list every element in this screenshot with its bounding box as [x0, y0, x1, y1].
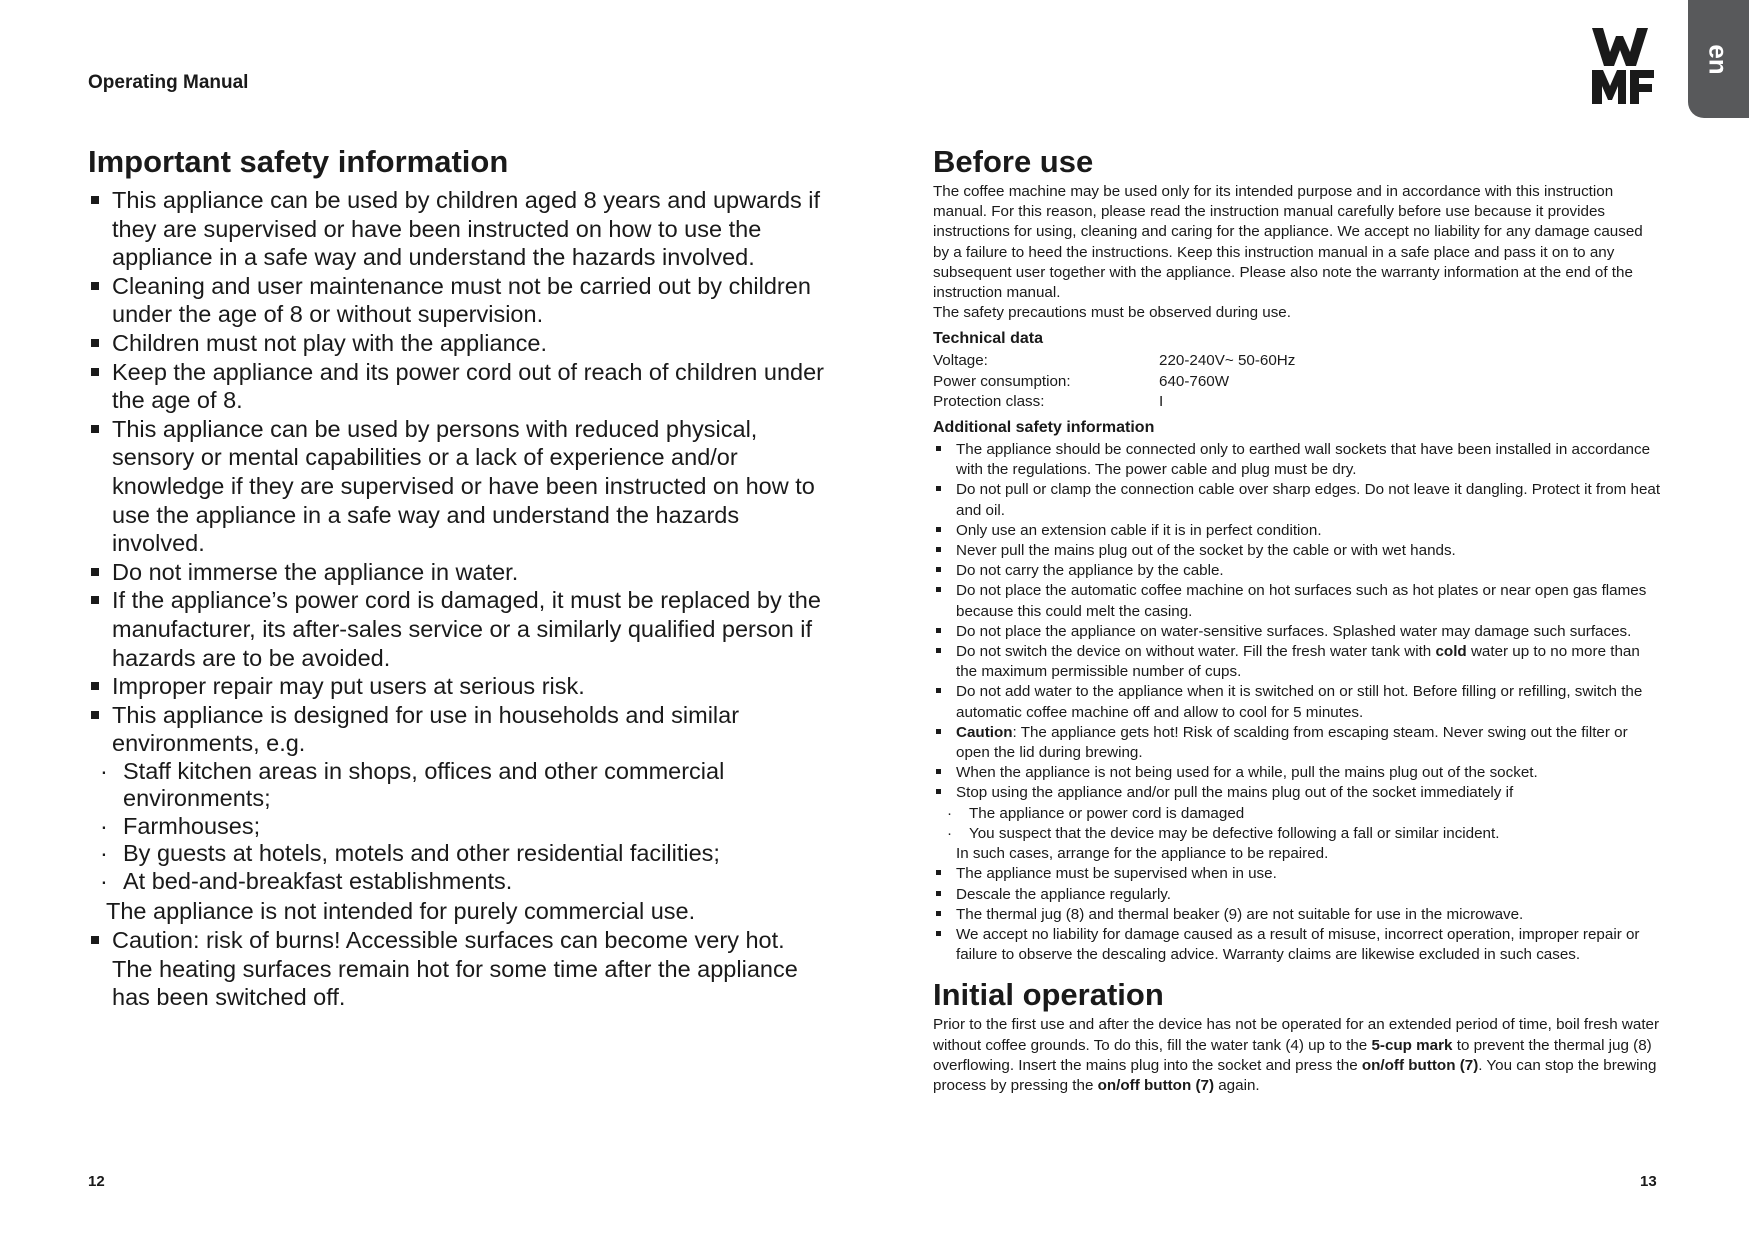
list-item: Do not immerse the appliance in water. — [88, 558, 828, 587]
initial-text-2: to prevent the thermal jug (8) overflowing. Insert the mains plug into the socket and press the — [933, 1036, 1652, 1074]
additional-safety-title: Additional safety information — [933, 419, 1155, 437]
cold-water-text-end: water up to no more than the maximum permissible number of cups. — [956, 643, 1640, 681]
table-row — [933, 372, 1295, 392]
caution-label: Caution — [956, 723, 1013, 741]
page-number-left: 12 — [88, 1173, 105, 1190]
list-item-cold-water — [933, 642, 1661, 682]
table-cell-value: I — [1159, 392, 1164, 410]
list-item: Keep the appliance and its power cord out of reach of children under the age of 8. — [88, 358, 828, 415]
list-item: When the appliance is not being used for a while, pull the mains plug out of the socket. — [933, 763, 1661, 783]
list-item: Do not pull or clamp the connection cable over sharp edges. Do not leave it dangling. Protect it from heat and oil. — [933, 480, 1661, 520]
list-item: We accept no liability for damage caused as a result of misuse, incorrect operation, improper repair or failure to observe the descaling advice. Warranty claims are likewise excluded in such cases. — [933, 925, 1661, 965]
list-item: This appliance can be used by children aged 8 years and upwards if they are supervised or have been instructed on how to use the appliance in a safe way and understand the hazards involved. — [88, 186, 828, 272]
list-item: Descale the appliance regularly. — [933, 885, 1661, 905]
sub-list-item: · You suspect that the device may be defective following a fall or similar incident. — [933, 824, 1661, 844]
table-cell-value: 640-760W — [1159, 372, 1230, 390]
table-cell-label: Power consumption: — [933, 372, 1071, 390]
list-item: Cleaning and user maintenance must not be carried out by children under the age of 8 or without supervision. — [88, 272, 828, 329]
list-item: Improper repair may put users at serious risk. — [88, 672, 828, 701]
before-use-section — [933, 142, 1661, 1096]
list-item: If the appliance’s power cord is damaged, it must be replaced by the manufacturer, its after-sales service or a similarly qualified person if hazards are to be avoided. — [88, 586, 828, 672]
sub-list-item: · By guests at hotels, motels and other residential facilities; — [88, 840, 828, 868]
on-off-button-emphasis-2: on/off button (7) — [1097, 1076, 1215, 1094]
list-item: Never pull the mains plug out of the socket by the cable or with wet hands. — [933, 541, 1661, 561]
sub-list-item: · The appliance or power cord is damaged — [933, 804, 1661, 824]
caution-text: : The appliance gets hot! Risk of scalding from escaping steam. Never swing out the filter or open the lid during brewing. — [956, 723, 1628, 762]
before-use-title: Before use — [933, 144, 1094, 179]
on-off-button-emphasis: on/off button (7) — [1361, 1056, 1479, 1074]
safety-list — [88, 186, 828, 1012]
list-item: Do not add water to the appliance when it is switched on or still hot. Before filling or refilling, switch the automatic coffee machine off and allow to cool for 5 minutes. — [933, 682, 1661, 722]
list-item-stop-using — [933, 783, 1661, 844]
list-item: This appliance can be used by persons with reduced physical, sensory or mental capabilities or a lack of experience and/or knowledge if they are supervised or have been instructed on how to use the appliance in a safe way and understand the hazards involved. — [88, 415, 828, 558]
table-row — [933, 351, 1295, 371]
sub-list-item: · Staff kitchen areas in shops, offices and other commercial environments; — [88, 758, 828, 813]
cup-mark-emphasis: 5-cup mark — [1371, 1036, 1453, 1054]
environments-list — [88, 758, 828, 896]
cold-water-text: Do not switch the device on without water. Fill the fresh water tank with — [956, 643, 1436, 661]
list-item: Caution: risk of burns! Accessible surfaces can become very hot. The heating surfaces remain hot for some time after the appliance has been switched off. — [88, 926, 828, 1012]
list-item: Do not carry the appliance by the cable. — [933, 561, 1661, 581]
list-item: Only use an extension cable if it is in perfect condition. — [933, 521, 1661, 541]
page-number-right: 13 — [1640, 1173, 1657, 1190]
initial-operation-text — [933, 1015, 1661, 1096]
list-item: Do not place the appliance on water-sensitive surfaces. Splashed water may damage such surfaces. — [933, 622, 1661, 642]
before-use-intro: The coffee machine may be used only for its intended purpose and in accordance with this instruction manual. For this reason, please read the instruction manual carefully before use because it provides instructions for using, cleaning and caring for the appliance. We accept no liability for any damage caused by a failure to heed the instructions. Keep this instruction manual in a safe place and pass it on to any subsequent user together with the appliance. Please also note the warranty information at the end of the instruction manual. — [933, 183, 1643, 302]
initial-operation-section — [933, 975, 1661, 1096]
sub-list-item: · Farmhouses; — [88, 813, 828, 841]
list-item-environments — [88, 701, 828, 896]
language-label: en — [1704, 43, 1734, 75]
stop-using-text: Stop using the appliance and/or pull the mains plug out of the socket immediately if — [956, 784, 1514, 802]
wmf-logo — [1590, 26, 1656, 106]
sub-list-item: · At bed-and-breakfast establishments. — [88, 868, 828, 896]
precautions-note: The safety precautions must be observed during use. — [933, 304, 1291, 322]
table-row — [933, 392, 1295, 412]
list-item: The appliance should be connected only to earthed wall sockets that have been installed in accordance with the regulations. The power cable and plug must be dry. — [933, 440, 1661, 480]
additional-safety-list — [933, 440, 1661, 965]
list-item: Do not place the automatic coffee machine on hot surfaces such as hot plates or near open gas flames because this could melt the casing. — [933, 581, 1661, 621]
safety-title: Important safety information — [88, 144, 509, 179]
initial-text-3: . You can stop the brewing process by pressing the — [933, 1056, 1657, 1094]
list-item-caution — [933, 723, 1661, 763]
table-cell-value: 220-240V~ 50-60Hz — [1159, 352, 1296, 370]
safety-section — [88, 142, 828, 1012]
list-item: The appliance must be supervised when in use. — [933, 864, 1661, 884]
list-item: The thermal jug (8) and thermal beaker (9) are not suitable for use in the microwave. — [933, 905, 1661, 925]
environments-intro: This appliance is designed for use in households and similar environments, e.g. — [112, 701, 740, 757]
table-cell-label: Voltage: — [933, 352, 988, 370]
initial-text-1: Prior to the first use and after the device has not be operated for an extended period of time, boil fresh water without coffee grounds. To do this, fill the water tank (4) up to the — [933, 1016, 1660, 1054]
technical-data-table — [933, 351, 1295, 412]
cold-emphasis: cold — [1435, 643, 1467, 661]
initial-text-4: again. — [1214, 1076, 1260, 1094]
commercial-note: The appliance is not intended for purely commercial use. — [106, 898, 696, 925]
header-title: Operating Manual — [88, 72, 249, 93]
table-cell-label: Protection class: — [933, 392, 1045, 410]
stop-reasons-list — [933, 804, 1661, 844]
repair-note: In such cases, arrange for the appliance to be repaired. — [956, 845, 1329, 863]
list-item: Children must not play with the appliance. — [88, 329, 828, 358]
technical-data-title: Technical data — [933, 330, 1043, 348]
language-tab[interactable] — [1688, 0, 1749, 118]
initial-operation-title: Initial operation — [933, 977, 1164, 1013]
